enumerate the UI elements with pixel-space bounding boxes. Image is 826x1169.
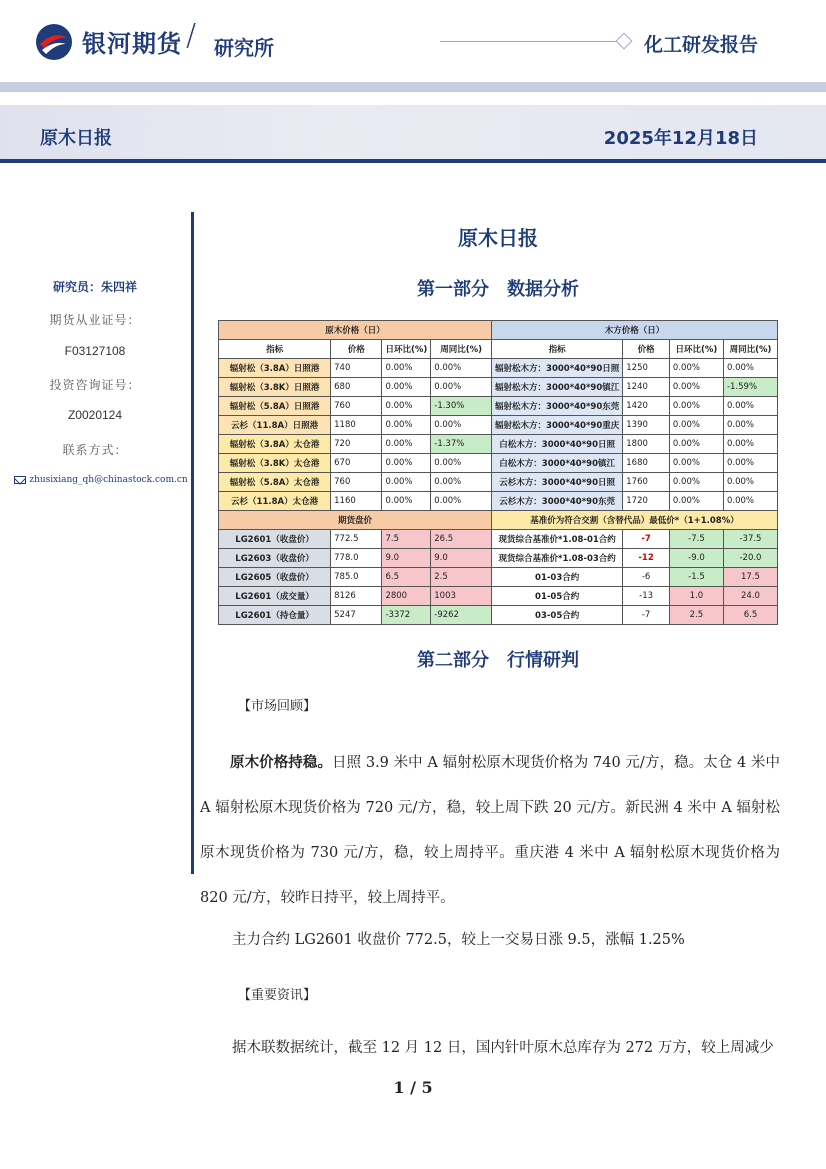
lumber-label: 辐射松木方：3000*40*90东莞 [492, 397, 623, 416]
lumber-label: 云杉木方：3000*40*90东莞 [492, 492, 623, 511]
table-row [219, 530, 778, 549]
cell: 0.00% [723, 435, 777, 454]
contact-label: 联系方式： [62, 443, 128, 457]
header-rule [440, 41, 620, 42]
basis-label: 03-05合约 [492, 606, 623, 625]
cell: -1.59% [723, 378, 777, 397]
brand-divider: / [186, 18, 197, 53]
cell: 0.00% [382, 378, 431, 397]
cell: 1680 [623, 454, 670, 473]
cell: 1160 [331, 492, 382, 511]
log-label: 辐射松（5.8A）日照港 [219, 397, 331, 416]
cell: 9.0 [431, 549, 492, 568]
cell: 1003 [431, 587, 492, 606]
cell: -37.5 [723, 530, 777, 549]
cell: 0.00% [382, 492, 431, 511]
cell: 17.5 [723, 568, 777, 587]
sidebar-divider [191, 212, 194, 874]
cell: 6.5 [382, 568, 431, 587]
institute-name: 研究所 [214, 36, 274, 60]
table-row [219, 378, 778, 397]
cell: 1.0 [669, 587, 723, 606]
log-label: 云杉（11.8A）太仓港 [219, 492, 331, 511]
log-label: 辐射松（3.8A）太仓港 [219, 435, 331, 454]
cell: 0.00% [382, 416, 431, 435]
cell: -9262 [431, 606, 492, 625]
main-title: 原木日报 [458, 226, 538, 250]
lumber-label: 辐射松木方：3000*40*90镇江 [492, 378, 623, 397]
invest-label: 投资咨询证号： [49, 378, 141, 392]
report-date: 2025年12月18日 [603, 128, 758, 149]
cell: -7.5 [669, 530, 723, 549]
lumber-price-header: 木方价格（日） [492, 321, 778, 340]
cell: 760 [331, 473, 382, 492]
cell: 740 [331, 359, 382, 378]
invest-number: Z0020124 [67, 408, 123, 422]
cell: 7.5 [382, 530, 431, 549]
report-type: 化工研发报告 [644, 34, 759, 56]
cell: 1240 [623, 378, 670, 397]
page-number: 1 / 5 [393, 1078, 433, 1097]
cell: 0.00% [431, 454, 492, 473]
cell: 0.00% [723, 397, 777, 416]
cell: 785.0 [331, 568, 382, 587]
cell: -7 [623, 606, 670, 625]
table-row [219, 606, 778, 625]
cell: 0.00% [431, 416, 492, 435]
cell: 0.00% [382, 359, 431, 378]
cell: 1760 [623, 473, 670, 492]
col-header: 周同比(%) [723, 340, 777, 359]
news-heading: 【重要资讯】 [238, 988, 317, 1003]
cell: 2.5 [669, 606, 723, 625]
table-row [219, 492, 778, 511]
cell: 0.00% [723, 473, 777, 492]
basis-label: 01-03合约 [492, 568, 623, 587]
cell: 0.00% [431, 473, 492, 492]
mail-icon [14, 476, 26, 484]
table-row [219, 416, 778, 435]
section2-title: 第二部分 行情研判 [417, 650, 579, 671]
col-header: 指标 [492, 340, 623, 359]
section1-title: 第一部分 数据分析 [417, 279, 579, 300]
lumber-label: 辐射松木方：3000*40*90日照 [492, 359, 623, 378]
cell: 0.00% [382, 454, 431, 473]
cell: 1420 [623, 397, 670, 416]
market-review-heading: 【市场回顾】 [238, 699, 317, 714]
lumber-label: 辐射松木方：3000*40*90重庆 [492, 416, 623, 435]
cell: 0.00% [431, 378, 492, 397]
log-label: 辐射松（3.8A）日照港 [219, 359, 331, 378]
diamond-icon [616, 33, 633, 50]
cell: 0.00% [382, 473, 431, 492]
cell: -20.0 [723, 549, 777, 568]
col-header: 价格 [331, 340, 382, 359]
table-row [219, 435, 778, 454]
paragraph-body: 日照 3.9 米中 A 辐射松原木现货价格为 740 元/方，稳。太仓 4 米中 A 辐射松原木现货价格为 720 元/方，稳，较上周下跌 20 元/方。新民洲 4 米中 A 辐射松原木现货价格为 730 元/方，稳，较上周持平。重庆港 4 米中 A 辐射松原木现货价格为 820 元/方，较昨日持平，较上周持平。 [200, 755, 780, 906]
cell: -1.30% [431, 397, 492, 416]
cell: 5247 [331, 606, 382, 625]
basis-header: 基准价为符合交割（含替代品）最低价*（1+1.08%） [492, 511, 778, 530]
cell: 24.0 [723, 587, 777, 606]
futures-label: LG2601（持仓量） [219, 606, 331, 625]
cell: 680 [331, 378, 382, 397]
futures-label: LG2601（收盘价） [219, 530, 331, 549]
cell: -13 [623, 587, 670, 606]
table-row [219, 587, 778, 606]
cell: -12 [623, 549, 670, 568]
page-header [0, 0, 826, 82]
col-header: 日环比(%) [382, 340, 431, 359]
cell: 670 [331, 454, 382, 473]
table-row [219, 397, 778, 416]
col-header: 周同比(%) [431, 340, 492, 359]
cell: 0.00% [431, 492, 492, 511]
cell: 0.00% [723, 492, 777, 511]
cell: 26.5 [431, 530, 492, 549]
cell: 0.00% [723, 359, 777, 378]
col-header: 日环比(%) [669, 340, 723, 359]
cell: 0.00% [723, 454, 777, 473]
log-price-header: 原木价格（日） [219, 321, 492, 340]
cell: 760 [331, 397, 382, 416]
cell: 1800 [623, 435, 670, 454]
cell: 0.00% [669, 378, 723, 397]
header-stripe [0, 82, 826, 92]
cell: -1.5 [669, 568, 723, 587]
futures-label: LG2605（收盘价） [219, 568, 331, 587]
cell: 2.5 [431, 568, 492, 587]
brand-name: 银河期货 [82, 30, 182, 58]
contact-email[interactable] [6, 475, 196, 485]
cell: -1.37% [431, 435, 492, 454]
cell: 0.00% [382, 435, 431, 454]
report-title: 原木日报 [40, 128, 112, 149]
log-label: 云杉（11.8A）日照港 [219, 416, 331, 435]
lumber-label: 白松木方：3000*40*90日照 [492, 435, 623, 454]
cell: 6.5 [723, 606, 777, 625]
table-row [219, 549, 778, 568]
news-paragraph: 据木联数据统计，截至 12 月 12 日，国内针叶原木总库存为 272 万方，较上周减少 [232, 1040, 774, 1056]
table-row [219, 454, 778, 473]
researcher-name: 研究员：朱四祥 [52, 280, 137, 294]
cell: 0.00% [669, 473, 723, 492]
table-row [219, 568, 778, 587]
cell: 2800 [382, 587, 431, 606]
cell: 778.0 [331, 549, 382, 568]
col-header: 价格 [623, 340, 670, 359]
cell: 8126 [331, 587, 382, 606]
email-text: zhusixiang_qh@chinastock.com.cn [29, 475, 188, 485]
basis-label: 01-05合约 [492, 587, 623, 606]
cell: -9.0 [669, 549, 723, 568]
cell: 0.00% [669, 435, 723, 454]
cell: 0.00% [669, 492, 723, 511]
futures-summary: 主力合约 LG2601 收盘价 772.5，较上一交易日涨 9.5，涨幅 1.25% [232, 932, 685, 948]
cell: 0.00% [669, 359, 723, 378]
lumber-label: 白松木方：3000*40*90镇江 [492, 454, 623, 473]
cell: 0.00% [382, 397, 431, 416]
cell: 0.00% [669, 416, 723, 435]
galaxy-logo-icon [34, 22, 74, 62]
log-label: 辐射松（3.8K）太仓港 [219, 454, 331, 473]
log-label: 辐射松（5.8A）太仓港 [219, 473, 331, 492]
price-table [218, 320, 778, 625]
cell: -3372 [382, 606, 431, 625]
paragraph-lead: 原木价格持稳。 [230, 754, 333, 771]
lumber-label: 云杉木方：3000*40*90日照 [492, 473, 623, 492]
cell: 0.00% [669, 397, 723, 416]
cell: 0.00% [723, 416, 777, 435]
cell: 1720 [623, 492, 670, 511]
cert-number: F03127108 [64, 344, 126, 358]
cell: 9.0 [382, 549, 431, 568]
futures-label: LG2603（收盘价） [219, 549, 331, 568]
table-row [219, 359, 778, 378]
cell: -7 [623, 530, 670, 549]
cell: 720 [331, 435, 382, 454]
futures-label: LG2601（成交量） [219, 587, 331, 606]
cert-label: 期货从业证号： [49, 313, 141, 327]
col-header: 指标 [219, 340, 331, 359]
log-label: 辐射松（3.8K）日照港 [219, 378, 331, 397]
cell: 1250 [623, 359, 670, 378]
cell: 772.5 [331, 530, 382, 549]
basis-label: 现货综合基准价*1.08-01合约 [492, 530, 623, 549]
cell: 1180 [331, 416, 382, 435]
cell: 1390 [623, 416, 670, 435]
cell: 0.00% [669, 454, 723, 473]
futures-header: 期货盘价 [219, 511, 492, 530]
table-row [219, 473, 778, 492]
basis-label: 现货综合基准价*1.08-03合约 [492, 549, 623, 568]
title-band-rule [0, 159, 826, 163]
cell: 0.00% [431, 359, 492, 378]
market-review-paragraph [200, 740, 780, 921]
cell: -6 [623, 568, 670, 587]
